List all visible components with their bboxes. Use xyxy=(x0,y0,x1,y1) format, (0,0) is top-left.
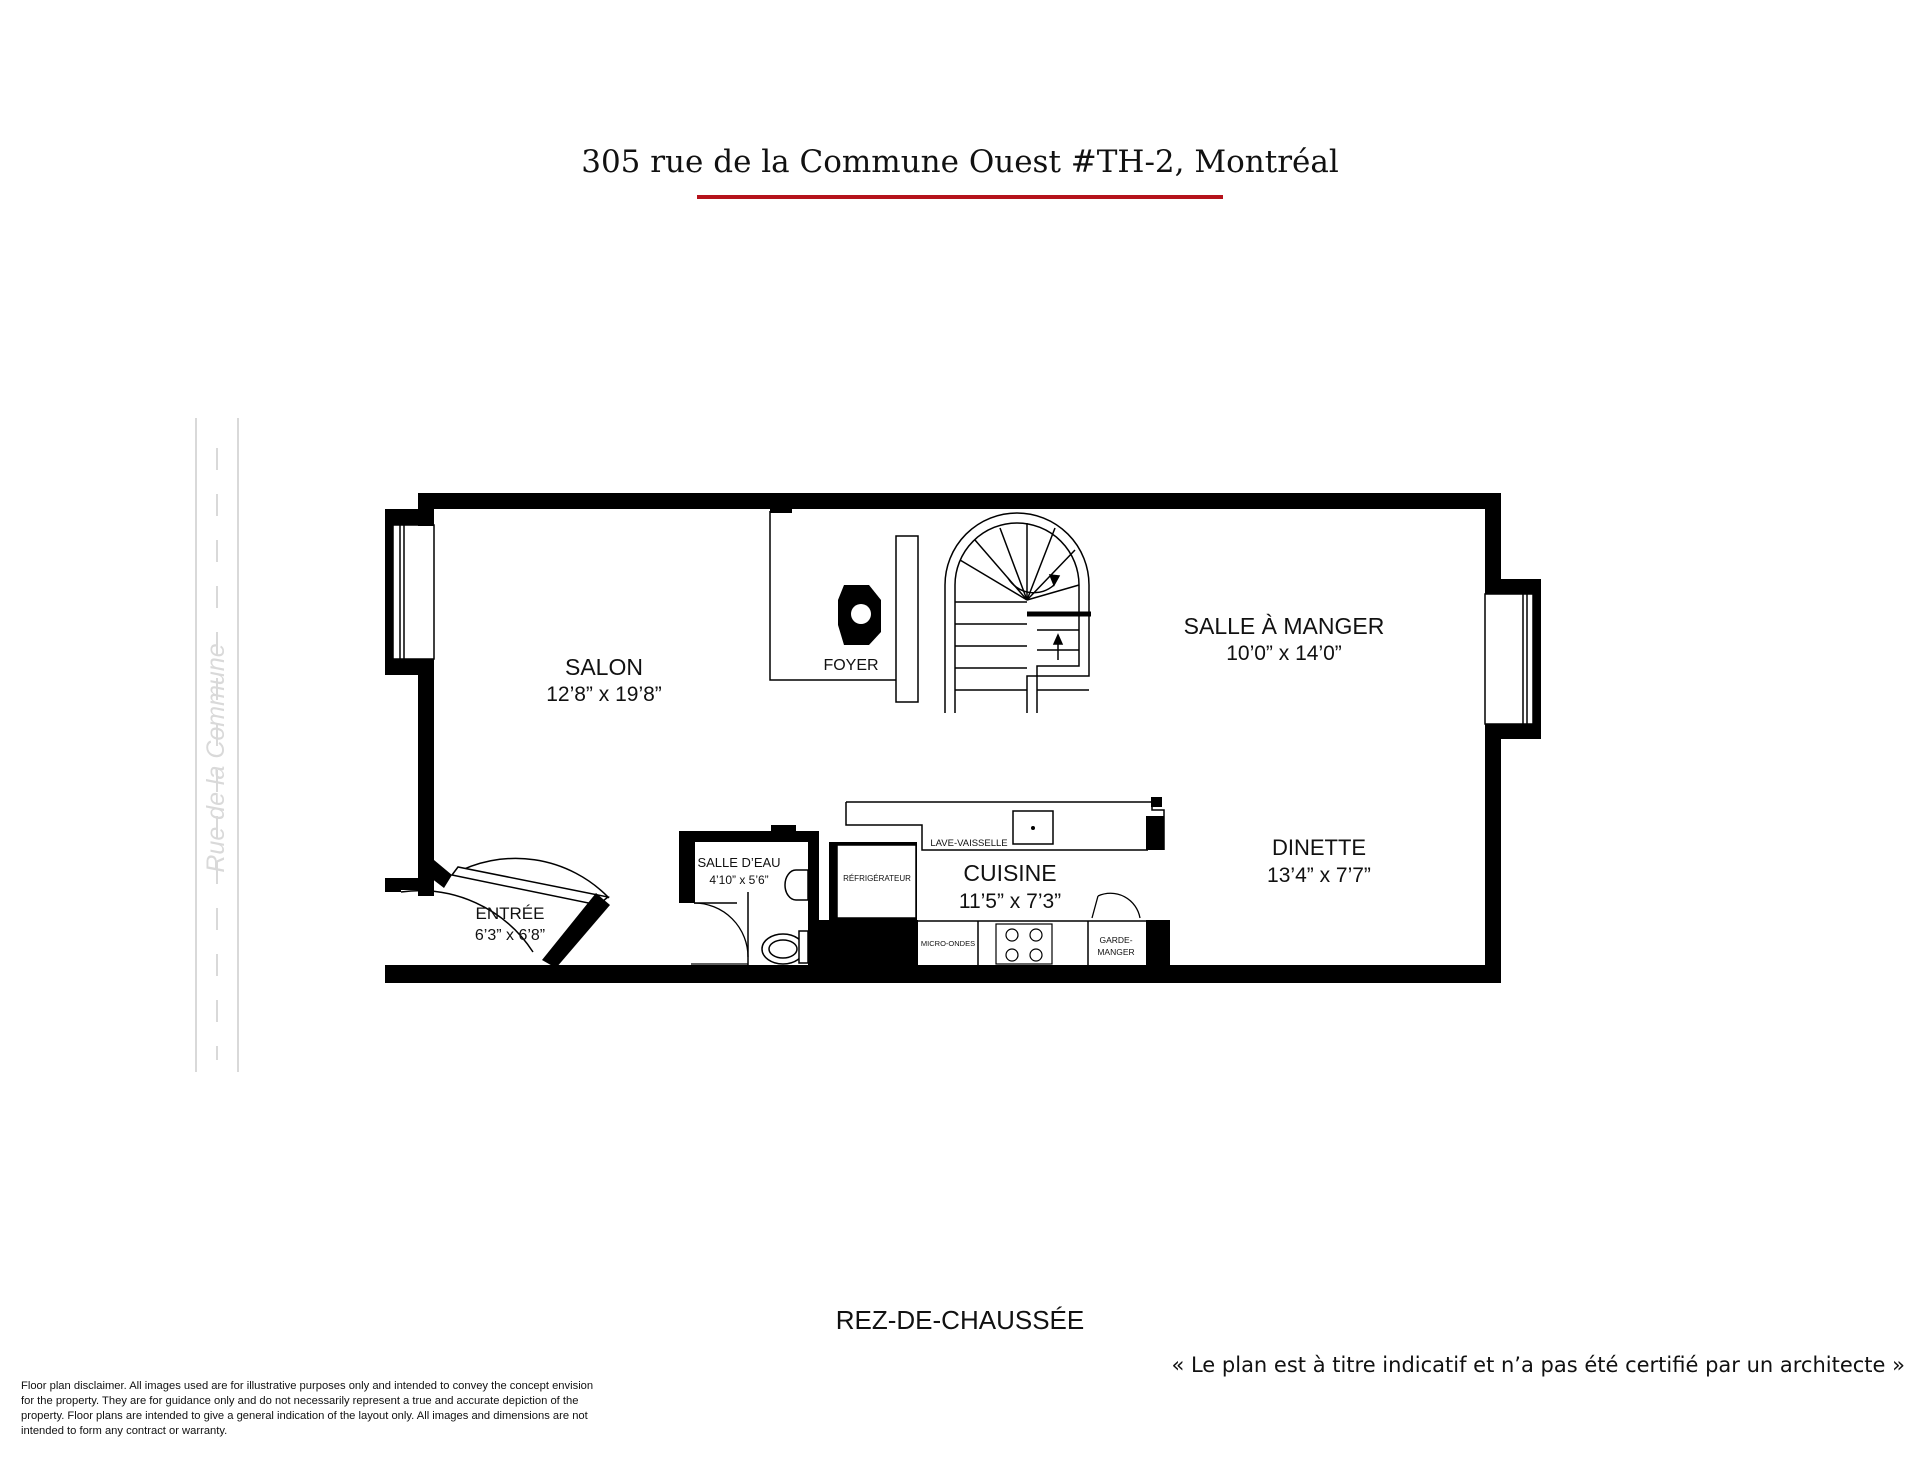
room-dims-dinette: 13’4” x 7’7” xyxy=(1267,864,1371,887)
toilet-icon xyxy=(762,931,808,964)
fixture-label-refrigerateur: RÉFRIGÉRATEUR xyxy=(843,874,911,883)
window-left xyxy=(393,525,434,659)
window-right xyxy=(1485,594,1533,724)
fixture-label-lave-vaisselle: LAVE-VAISSELLE xyxy=(930,838,1008,849)
room-label-entree: ENTRÉE xyxy=(475,904,545,923)
room-label-salon: SALON xyxy=(565,654,643,680)
room-dims-salon: 12’8” x 19’8” xyxy=(546,683,662,706)
room-label-dinette: DINETTE xyxy=(1271,835,1367,860)
room-label-salle-a-manger: SALLE À MANGER xyxy=(1183,613,1385,639)
stove-icon xyxy=(996,924,1052,964)
page-title: 305 rue de la Commune Ouest #TH-2, Montréal xyxy=(581,144,1339,180)
street-indicator xyxy=(196,418,238,1072)
fixture-label-garde-manger-1: GARDE- xyxy=(1099,935,1133,945)
disclaimer-text: Floor plan disclaimer. All images used are for illustrative purposes only and intended to convey the concept envision for the property. They are for guidance only and do not necessarily represent a true and accurate depiction of the property. Floor plans are intended to give a general indication of the layout only. All images and dimensions are not intended to form any contract or warranty. xyxy=(21,1380,594,1437)
room-dims-cuisine: 11’5” x 7’3” xyxy=(958,890,1062,913)
room-dims-entree: 6’3” x 6’8” xyxy=(474,927,546,944)
room-label-cuisine: CUISINE xyxy=(963,860,1057,886)
staircase xyxy=(945,513,1091,713)
fixture-label-micro-ondes: MICRO-ONDES xyxy=(920,939,976,948)
room-label-salle-d-eau: SALLE D’EAU xyxy=(697,855,781,870)
powder-room xyxy=(679,825,819,968)
street-label: Rue de la Commune xyxy=(202,643,230,873)
floor-name: REZ-DE-CHAUSSÉE xyxy=(835,1305,1085,1335)
room-dims-salle-a-manger: 10’0” x 14’0” xyxy=(1226,642,1342,665)
pantry-door-icon xyxy=(1092,893,1140,918)
architect-note: « Le plan est à titre indicatif et n’a pas été certifié par un architecte » xyxy=(1171,1353,1905,1377)
room-dims-salle-d-eau: 4’10” x 5’6” xyxy=(709,873,769,887)
sink-icon xyxy=(785,870,808,900)
fixture-label-garde-manger-2: MANGER xyxy=(1097,947,1135,957)
fixture-label-foyer: FOYER xyxy=(823,657,879,674)
